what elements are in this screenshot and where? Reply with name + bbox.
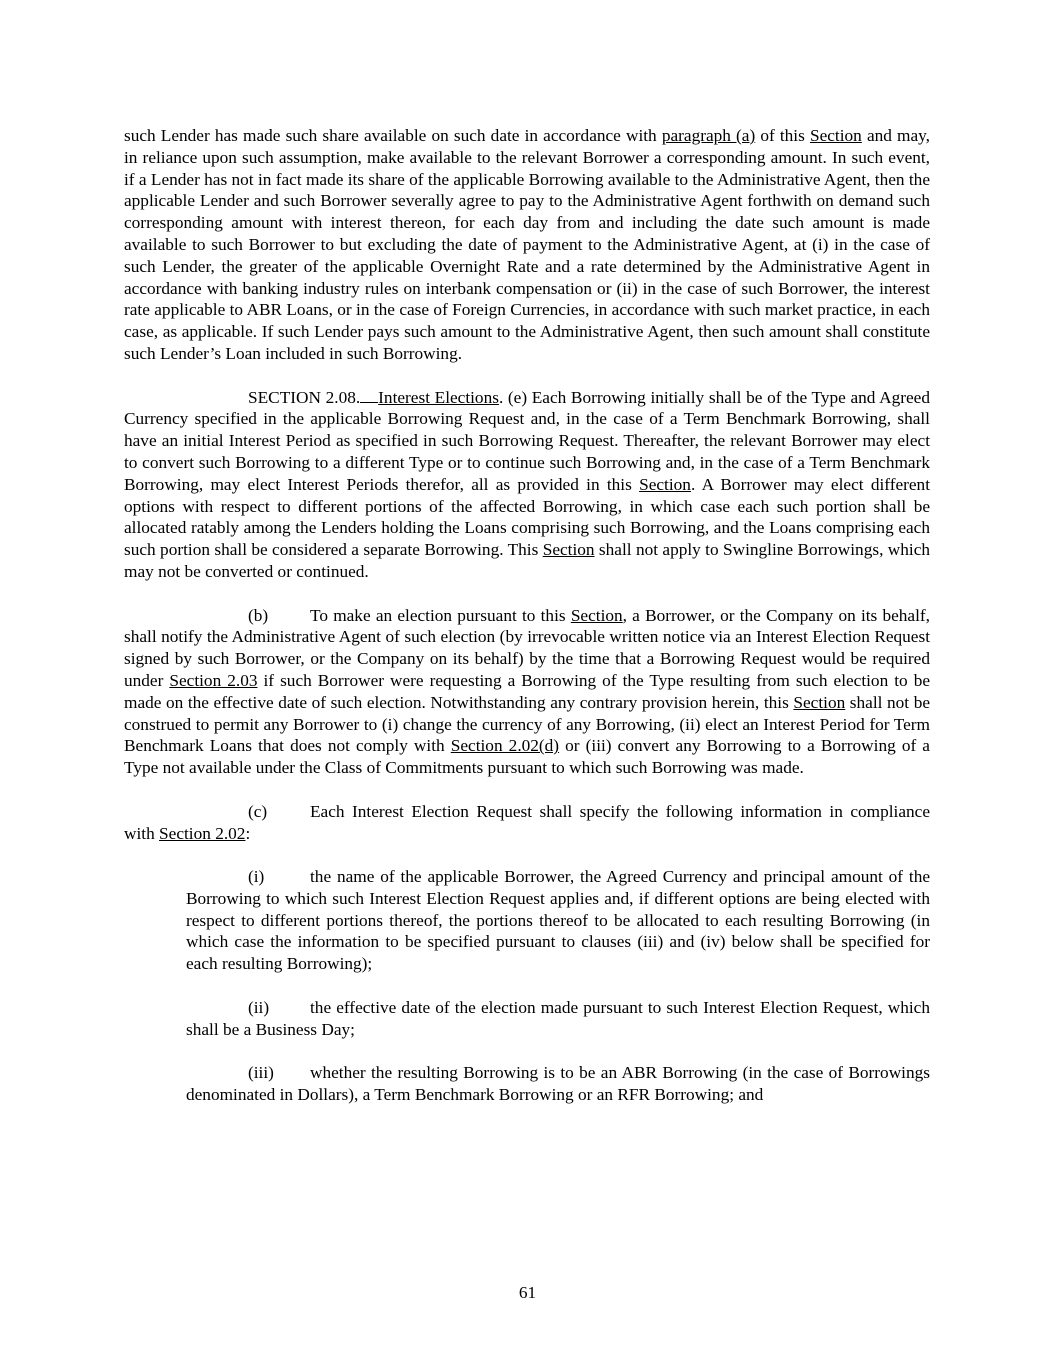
cross-reference: Section xyxy=(809,126,862,145)
cross-reference: Section xyxy=(639,474,691,494)
paragraph-label: (c) xyxy=(248,801,268,821)
cross-reference: Section 2.02 xyxy=(159,823,246,843)
clause-label: (i) xyxy=(248,867,265,887)
paragraph-b xyxy=(124,605,930,779)
paragraph-continuation xyxy=(124,125,930,365)
clause-i xyxy=(186,866,930,975)
text: if such Borrower were requesting a Borrowing of the Type resulting from such election to be made on the effective date of such election. Notwithstanding any contrary provision herein, this xyxy=(124,670,931,712)
heading-underline-gap xyxy=(360,388,378,403)
clause-ii xyxy=(186,997,930,1041)
section-heading: Interest Elections xyxy=(378,387,499,407)
text: or (iii) convert any Borrowing to a Borrowing of a Type not available under the Class of Commitments pursuant to which such Borrowing was made. xyxy=(124,736,930,778)
text: , a Borrower, or the Company on its behalf, shall notify the Administrative Agent of such election (by irrevocable written notice via an Interest Election Request signed by such Borrower, or the Company on its behalf) by the time that a Borrowing Request would be required under xyxy=(124,605,930,690)
document-body xyxy=(124,125,930,1128)
cross-reference: Section xyxy=(570,605,623,625)
text: the name of the applicable Borrower, the Agreed Currency and principal amount of the Borrowing to which such Interest Election Request applies and, if different options are being elected with respect to different portions thereof, the portions thereof to be allocated to each resulting Borrowing (in which case the information to be specified pursuant to clauses (iii) and (iv) below shall be specified for each resulting Borrowing); xyxy=(186,867,930,974)
text: of this xyxy=(755,126,810,145)
clause-label: (iii) xyxy=(248,1063,274,1083)
text: Each Interest Election Request shall specify the following information in compliance with xyxy=(124,801,930,843)
text: whether the resulting Borrowing is to be an ABR Borrowing (in the case of Borrowings denominated in Dollars), a Term Benchmark Borrowing or an RFR Borrowing; and xyxy=(186,1063,930,1105)
cross-reference: Section xyxy=(542,540,595,560)
clause-iii xyxy=(186,1062,930,1106)
page-number: 61 xyxy=(518,1283,537,1302)
paragraph-label: (b) xyxy=(248,605,269,625)
text: shall not apply to Swingline Borrowings, which may not be converted or continued. xyxy=(124,540,931,581)
text: : xyxy=(245,823,251,843)
clause-label: (ii) xyxy=(248,997,270,1017)
paragraph-c xyxy=(124,801,930,845)
text: and may, in reliance upon such assumption, make available to the relevant Borrower a corresponding amount. In such event, if a Lender has not in fact made its share of the applicable Borrowing available to the Administrative Agent, then the applicable Lender and such Borrower severally agree to pay to the Administrative Agent forthwith on demand such corresponding amount with interest thereon, for each day from and including the date such amount is made available to such Borrower to but excluding the date of payment to the Administrative Agent, at (i) in the case of such Lender, the greater of the applicable Overnight Rate and a rate determined by the Administrative Agent in accordance with banking industry rules on interbank compensation or (ii) in the case of such Borrower, the interest rate applicable to ABR Loans, or in the case of Foreign Currencies, in accordance with such market practice, in each case, as applicable. If such Lender pays such amount to the Administrative Agent, then such amount shall constitute such Lender’s Loan included in such Borrowing. xyxy=(124,126,930,363)
text: the effective date of the election made pursuant to such Interest Election Request, which shall be a Business Day; xyxy=(186,997,930,1039)
cross-reference: Section 2.03 xyxy=(169,670,258,690)
text: such Lender has made such share available on such date in accordance with xyxy=(124,126,662,145)
cross-reference: Section 2.02(d) xyxy=(450,736,560,756)
section-2-08-paragraph xyxy=(124,387,930,583)
text: shall not be construed to permit any Borrower to (i) change the currency of any Borrowing, (ii) elect an Interest Period for Term Benchmark Loans that does not comply with xyxy=(124,692,930,756)
cross-reference: paragraph (a) xyxy=(661,126,756,145)
cross-reference: Section xyxy=(793,692,846,712)
text: . (e) Each Borrowing initially shall be of the Type and Agreed Currency specified in the applicable Borrowing Request and, in the case of a Term Benchmark Borrowing, shall have an initial Interest Period as specified in such Borrowing Request. Thereafter, the relevant Borrower may elect to convert such Borrowing to a different Type or to continue such Borrowing and, in the case of a Term Benchmark Borrowing, may elect Interest Periods therefor, all as provided in this xyxy=(124,387,930,494)
text: To make an election pursuant to this xyxy=(310,605,571,625)
text: . A Borrower may elect different options with respect to different portions of the affected Borrowing, in which case each such portion shall be allocated ratably among the Lenders holding the Loans comprising such Borrowing, and the Loans comprising each such portion shall be considered a separate Borrowing. This xyxy=(124,474,930,560)
section-number: SECTION 2.08. xyxy=(248,387,361,407)
